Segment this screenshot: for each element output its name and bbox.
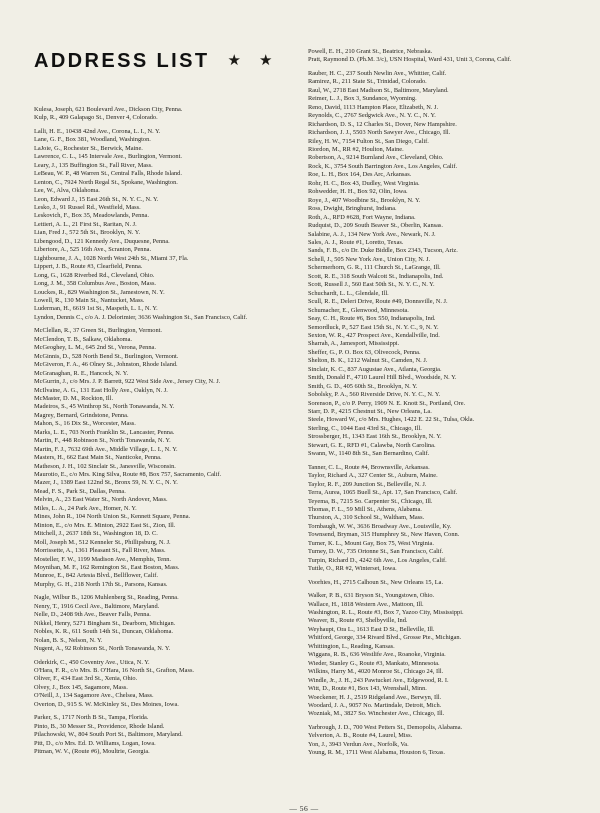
address-entry: McClendon, T. B., Salkaw, Oklahoma. [34,335,133,343]
address-entry: Luderman, H., 6619 1st St., Maspeth, L. I., N. Y. [34,305,158,313]
address-entry: Nenry, T., 1916 Cecil Ave., Baltimore, Maryland. [34,602,160,610]
address-entry: Martin, F., 448 Robinson St., North Tonawanda, N. Y. [34,437,171,445]
address-entry: Starr, D. P., 4215 Chestnut St., New Orleans, La. [308,408,432,416]
address-entry: Mosteller, F. W., 1199 Madison Ave., Memphis, Tenn. [34,555,172,563]
address-entry: Nobles, K. R., 611 South 14th St., Duncan, Oklahoma. [34,628,173,636]
address-entry: Louckes, R., 829 Washington St., Jamestown, N. Y. [34,288,165,296]
address-entry: Witt, D., Route #1, Box 143, Wrenshall, Minn. [308,685,427,693]
address-entry: Walker, P. B., 631 Bryson St., Youngstown, Ohio. [308,592,435,600]
address-entry: Magrey, Bernard, Grindstone, Penna. [34,411,129,419]
address-entry: Moll, Joseph M., 512 Kenneler St., Phillipsburg, N. J. [34,538,171,546]
address-entry: Libengood, D., 121 Kennedy Ave., Duquesne, Penna. [34,237,170,245]
address-entry: Swann, W., 1140 8th St., San Bernardino, Calif. [308,450,430,458]
page-number: — 56 — [289,804,319,813]
address-entry: Pilachowski, W., 804 South Port St., Baltimore, Maryland. [34,731,183,739]
address-entry: Smith, G. D., 405 60th St., Brooklyn, N. Y. [308,382,418,390]
address-entry: Schumacher, E., Glenwood, Minnesota. [308,306,409,314]
address-entry: Rock, K., 3754 South Barrington Ave., Los Angeles, Calif. [308,162,458,170]
address-entry: Nelle, D., 2408 9th Ave., Beaver Falls, Penna. [34,611,151,619]
address-entry: Reimer, L. J., Box 3, Sundance, Wyoming. [308,95,417,103]
address-entry: Matheson, J. H., 102 Sinclair St., Janesville, Wisconsin. [34,462,176,470]
address-entry: Roth, A., RFD #628, Fort Wayne, Indiana. [308,213,416,221]
address-entry: Powell, E. H., 210 Grant St., Beatrice, Nebraska. [308,48,433,55]
address-entry: Sterling, C., 1044 East 43rd St., Chicago, Ill. [308,424,422,432]
address-entry: Whittington, L., Reading, Kansas. [308,642,395,650]
address-entry: Mitchell, J., 2637 18th St., Washington 18, D. C. [34,530,158,538]
address-entry: Long, G., 1628 Riverbed Rd., Cleveland, Ohio. [34,271,155,279]
address-entry: Sexton, W. R., 427 Prospect Ave., Kendallville, Ind. [308,331,440,339]
address-entry: Schuchardt, L. L., Glendale, Ill. [308,289,389,297]
address-entry: Weaver, B., Route #3, Shelbyville, Ind. [308,617,408,625]
address-entry: Mead, F. S., Park St., Dallas, Penna. [34,487,126,495]
address-entry: McGurrin, J., c/o Mrs. J. P. Barrett, 922 West Side Ave., Jersey City, N. J. [34,378,221,386]
address-entry: Mines, John R., 104 North Union St., Kennett Square, Penna. [34,513,191,521]
address-entry: Lightbourne, J. A., 1028 North West 24th St., Miami 37, Fla. [34,254,189,262]
address-entry: Sorenson, P., c/o P. Perry, 1909 N. E. Knott St., Portland, Ore. [308,399,466,407]
address-entry: Rohr, H. C., Box 43, Dudley, West Virginia. [308,179,420,187]
address-entry: Lalli, H. E., 10438 42nd Ave., Corona, L. I., N. Y. [34,127,161,135]
address-entry: Salabine, A. J., 134 New York Ave., Newark, N. J. [308,230,436,238]
address-entry: Richardson, J. J., 5503 North Sawyer Ave., Chicago, Ill. [308,129,451,137]
address-entry: Lyndon, Dennis C., c/o A. J. Delorimier, 3636 Washington St., San Francisco, Calif. [34,313,248,321]
address-entry: Martin, F. J., 7632 69th Ave., Middle Village, L. I., N. Y. [34,445,178,453]
address-entry: Ramirez, R., 211 State St., Trinidad, Colorado. [308,78,427,86]
address-entry: Seay, C. H., Route #6, Box 550, Indianapolis, Ind. [308,315,436,323]
address-entry: Shelton, B. K., 1212 Walnut St., Camden, N. J. [308,357,428,365]
address-entry: Robertson, A., 9214 Burnland Ave., Cleveland, Ohio. [308,154,444,162]
address-entry: Riordon, M., RR #2, Houlton, Maine. [308,145,404,153]
address-entry: Weyhaupt, Ora L., 1613 East D St., Belleville, Ill. [308,625,435,633]
address-entry: Miles, L. A., 24 Park Ave., Homer, N. Y. [34,504,137,512]
address-entry: Marks, L. E., 703 North Franklin St., Lancaster, Penna. [34,428,175,436]
address-entry: Turney, D. W., 735 Ortonne St., San Francisco, Calif. [308,548,444,556]
address-entry: Rohwedder, H. H., Box 92, Olin, Iowa. [308,188,408,196]
address-entry: Washington, R. L., Route #3, Box 7, Yazoo City, Mississippi. [308,609,464,616]
address-entry: Kulp, R., 409 Galapago St., Denver 4, Colorado. [34,114,158,122]
address-entry: Terra, Aurea, 1065 Buell St., Apt. 17, San Francisco, Calif. [308,489,458,497]
address-entry: Yelverton, A. B., Route #4, Laurel, Miss. [308,732,413,740]
address-entry: McGeoghey, L. M., 645 2nd St., Verona, Penna. [34,344,156,352]
address-entry: Lian, Fred J., 572 5th St., Brooklyn, N. Y. [34,229,141,237]
address-entry: Schermerhorn, G. R., 111 Church St., LaGrange, Ill. [308,264,441,272]
address-entry: Scott, Russell J., 560 East 50th St., N. Y. C., N. Y. [308,281,435,289]
address-entry: Maurotio, E., c/o Mrs. King Silva, Route #8, Box 757, Sacramento, Calif. [34,471,222,479]
address-entry: Lawrence, C. L., 145 Intervale Ave., Burlington, Vermont. [34,153,182,161]
address-entry: Libertore, A., 525 16th Ave., Scranton, Penna. [34,246,152,254]
star-icon: ★ [227,53,241,69]
address-entry: Taylor, Richard A., 327 Center St., Auburn, Maine. [308,472,438,480]
address-entry: Madeiros, S., 45 Winthrop St., North Tonawanda, N. Y. [34,403,175,411]
address-entry: Wozniak, M., 3827 So. Winchester Ave., Chicago, Ill. [308,710,445,718]
address-entry: Tuttle, O., RR #2, Winterset, Iowa. [308,565,397,573]
address-entry: Thurston, A., 310 School St., Waltham, Mass. [308,514,425,522]
address-entry: Murphy, G. H., 218 North 17th St., Parsons, Kansas. [34,580,168,588]
address-entry: Sheffer, G., P. O. Box 63, Olivecock, Penna. [308,348,421,356]
address-entry: McGinnis, D., 528 North Bend St., Burlington, Vermont. [34,352,179,360]
address-entry: Parker, S., 1717 North B St., Tampa, Florida. [34,714,149,722]
address-entry: Pinto, B., 30 Messer St., Providence, Rhode Island. [34,722,165,730]
star-icon: ★ [258,53,273,69]
address-entry: Morrissette, A., 1361 Pleasant St., Fall River, Mass. [34,547,166,555]
address-entry: Olvey, J., Box 145, Sagamore, Mass. [34,683,128,691]
address-entry: Long, J. M., 358 Columbus Ave., Boston, Mass. [34,280,157,288]
address-entry: Masters, H., 662 East Main St., Nanticoke, Penna. [34,454,162,462]
address-entry: Yon, J., 3943 Verdun Ave., Norfolk, Va. [308,740,409,748]
address-entry: Leary, J., 135 Buffington St., Fall River, Mass. [34,161,153,169]
address-entry: Leskovich, F., Box 35, Meadowlands, Penna. [34,212,149,220]
address-entry: Voorhies, H., 2715 Calhoun St., New Orleans 15, La. [308,578,444,586]
address-entry: Nikkel, Henry, 5271 Bingham St., Dearborn, Michigan. [34,619,176,627]
address-entry: Leon, Edward J., 15 East 26th St., N. Y. C., N. Y. [34,195,159,203]
address-entry: Windle, Jr., J. H., 243 Pawtucket Ave., Edgewood, R. I. [308,676,449,684]
address-entry: O'Hara, F. R., c/o Mrs. B. O'Hara, 16 North St., Grafton, Mass. [34,667,194,674]
address-entry: Lane, G. F., Box 381, Woodland, Washington. [34,136,151,144]
address-column-left [34,106,298,757]
address-entry: Rudquist, D., 209 South Beaver St., Oberlin, Kansas. [308,222,443,230]
document-page [34,48,574,813]
address-entry: Young, R. M., 1711 West Alabama, Houston 6, Texas. [308,749,445,757]
address-entry: Wallace, H., 1818 Western Ave., Mattoon, Ill. [308,600,424,608]
address-entry: Tornbaugh, W. W., 3636 Broadway Ave., Louisville, Ky. [308,522,452,530]
address-entry: Sobolsky, P. A., 560 Riverside Drive, N. Y. C., N. Y. [308,391,441,399]
address-entry: Lesko, J., 91 Russel Rd., Westfield, Mass. [34,203,141,211]
address-entry: Stewart, G. E., RFD #1, Calawba, North Carolina. [308,441,436,449]
address-entry: Riley, H. W., 7154 Fulton St., San Diego, Calif. [308,137,429,145]
address-entry: Mazer, J., 1389 East 122nd St., Bronx 59, N. Y. C., N. Y. [34,479,178,487]
address-entry: Strossberger, H., 1343 East 16th St., Brooklyn, N. Y. [308,433,442,441]
address-entry: Reno, David, 1113 Hampton Place, Elizabeth, N. J. [308,103,439,111]
address-entry: Nagle, Wilbur B., 1206 Muhlenberg St., Reading, Penna. [34,594,179,602]
address-entry: Lee, W., Alva, Oklahoma. [34,187,100,195]
page-header [34,50,272,76]
address-entry: McGiveron, F. A., 46 Olney St., Johnston, Rhode Island. [34,361,178,369]
address-entry: Steele, Howard W., c/o Mrs. Hughes, 1422 E. 22 St., Tulsa, Okla. [308,416,475,424]
address-entry: Ross, Dwight, Bringhurst, Indiana. [308,205,397,213]
address-entry: Oliver, F., 434 East 3rd St., Xenia, Ohio. [34,675,138,683]
address-entry: Scott, R. E., 318 South Walcott St., Indianapolis, Ind. [308,272,444,280]
address-entry: Pratt, Raymond D. (Ph.M. 3/c), USN Hospital, Ward 431, Unit 3, Corona, Calif. [308,56,512,64]
address-entry: Tanner, C. L., Route #4, Brownsville, Arkansas. [308,463,430,471]
address-entry: Roye, J., 407 Woodbine St., Brooklyn, N. Y. [308,196,421,204]
address-entry: LeBeau, W. P., 48 Warren St., Central Falls, Rhode Island. [34,170,182,178]
address-entry: Thomas, F. L., 59 Mill St., Athens, Alabama. [308,506,422,514]
address-entry: Woodard, J. A., 9057 No. Martindale, Detroit, Mich. [308,701,442,709]
address-entry: Reynolds, C., 2767 Sedgwick Ave., N. Y. C., N. Y. [308,112,436,120]
address-entry: Sharrah, A., Jamesport, Mississippi. [308,340,400,348]
address-entry: Sands, F. B., c/o Dr. Duke Biddle, Box 2343, Tucson, Ariz. [308,247,458,255]
address-entry: Richardson, D. S., 12 Charles St., Dover, New Hampshire. [308,120,457,128]
address-entry: Semordluck, P., 527 East 15th St., N. Y. C., 9, N. Y. [308,323,439,331]
address-entry: Nugent, A., 92 Robinson St., North Tonawanda, N. Y. [34,645,171,653]
address-entry: Melvin, A., 23 East Water St., North Andover, Mass. [34,496,168,504]
address-entry: Schell, J., 505 New York Ave., Union City, N. J. [308,255,431,263]
address-entry: Teyema, B., 7215 So. Carpenter St., Chicago, Ill. [308,497,433,505]
address-entry: Sinclair, K. C., 837 Augustae Ave., Atlanta, Georgia. [308,365,442,373]
address-entry: Turner, K. L., Mount Gay, Box 75, West Virginia. [308,539,434,547]
address-entry: Kulesa, Joseph, 621 Boulevard Ave., Dickson City, Penna. [34,106,183,113]
address-entry: Minton, E., c/o Mrs. E. Minton, 2922 East St., Zion, Ill. [34,521,176,529]
address-entry: Yarbrough, J. D., 700 West Petters St., Demopolis, Alabama. [308,723,463,731]
address-entry: Townsend, Bryman, 315 Humphrey St., New Haven, Conn. [308,531,460,539]
address-entry: Taylor, R. F., 209 Junction St., Belleville, N. J. [308,480,427,488]
address-entry: Lippert, J. B., Route #3, Clearfield, Penna. [34,263,143,271]
address-entry: Nolan, B. S., Nelson, N. Y. [34,636,103,644]
address-entry: McClellan, R., 37 Green St., Burlington, Vermont. [34,327,162,335]
address-entry: Sales, A. J., Route #1, Loretto, Texas. [308,238,404,246]
address-entry: McIlvaine, A. G., 131 East Holly Ave., Oaklyn, N. J. [34,386,168,394]
address-entry: Lettieri, A. L., 21 First St., Raritan, N. J. [34,220,137,228]
address-entry: Smith, Donald F., 4710 Laurel Hill Blvd., Woodside, N. Y. [308,374,457,382]
address-entry: Overton, D., 915 S. W. McKinley St., Des Moines, Iowa. [34,700,179,708]
address-entry: Roe, L. H., Box 164, Des Arc, Arkansas. [308,171,412,179]
address-column-right [308,48,572,758]
address-entry: Pitt, D., c/o Mrs. Ed. D. Williams, Logan, Iowa. [34,739,156,747]
page-title: ADDRESS LIST [34,50,210,72]
address-entry: Wiggans, R. B., 636 Westlife Ave., Roanoke, Virginia. [308,651,446,659]
address-entry: O'Neill, J., 134 Sagamore Ave., Chelsea, Mass. [34,692,154,700]
address-entry: Moynihan, M. F., 162 Remington St., East Boston, Mass. [34,564,180,572]
address-entry: Whitford, George, 334 Rivard Blvd., Grosse Pte., Michigan. [308,634,462,642]
address-entry: McMaster, D. M., Rockton, Ill. [34,394,114,402]
address-entry: Munroe, E., 842 Artesia Blvd., Bellflower, Calif. [34,572,158,580]
address-entry: Woeckener, H. J., 2519 Ridgeland Ave., Berwyn, Ill. [308,693,442,701]
address-entry: Oderkirk, C., 450 Coventry Ave., Utica, N. Y. [34,658,150,666]
address-entry: Scull, R. E., Deleri Drive, Route #49, Donnsville, N. J. [308,298,448,306]
address-entry: Rauber, H. C., 237 South Newlin Ave., Whittier, Calif. [308,69,447,77]
address-entry: Lenton, C., 7924 North Regal St., Spokane, Washington. [34,178,178,186]
address-entry: Raul, W., 2718 East Madison St., Baltimore, Maryland. [308,86,449,94]
address-entry: Lowell, R., 130 Main St., Nantucket, Mass. [34,296,145,304]
address-entry: Mahon, S., 16 Dix St., Worcester, Mass. [34,420,136,428]
address-entry: Wilkins, Harry M., 4020 Monroe St., Chicago 24, Ill. [308,668,444,676]
address-entry: McGranaghan, R. E., Hancock, N. Y. [34,369,129,377]
address-entry: Wieder, Stanley G., Route #3, Mankato, Minnesota. [308,659,440,667]
address-entry: LaJoie, G., Rochester St., Berwick, Maine. [34,144,143,152]
address-entry: Pitman, W. V., (Route #6), Moultrie, Georgia. [34,748,150,756]
address-entry: Turpin, Richard D., 4242 6th Ave., Los Angeles, Calif. [308,556,447,564]
